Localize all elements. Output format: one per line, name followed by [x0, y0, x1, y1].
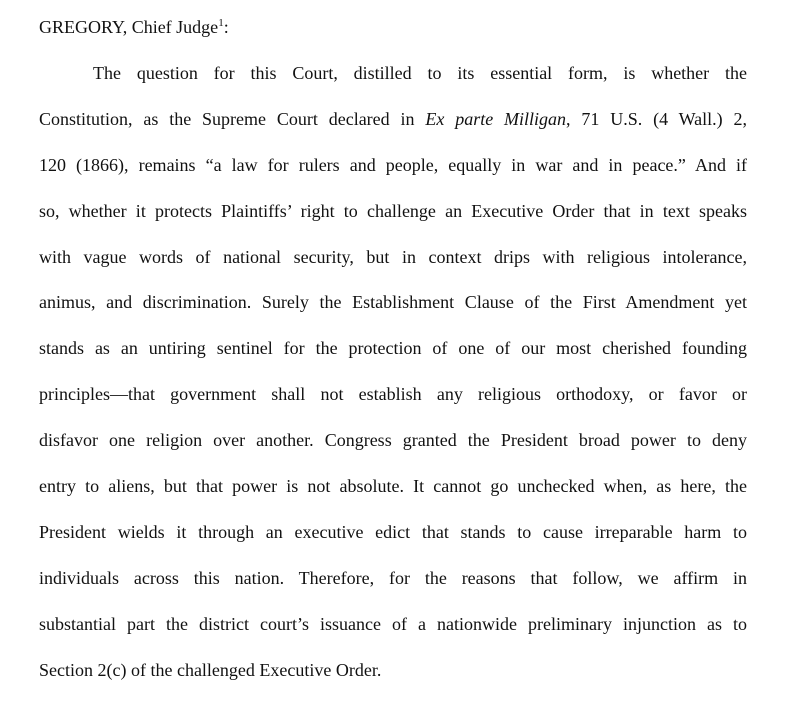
paragraph-line: The question for this Court, distilled to its essential form, is whether the — [93, 63, 747, 83]
paragraph-line: principles—that government shall not establish any religious orthodoxy, or favor or — [39, 384, 747, 405]
author-name: GREGORY, Chief Judge — [39, 17, 219, 37]
paragraph-line: so, whether it protects Plaintiffs’ right to challenge an Executive Order that in text speaks — [39, 200, 747, 221]
paragraph-line: with vague words of national security, but in context drips with religious intolerance, — [39, 246, 747, 267]
opinion-paragraph — [39, 58, 747, 700]
footnote-marker: 1 — [218, 17, 224, 29]
paragraph-line: substantial part the district court’s issuance of a nationwide preliminary injunction as to — [39, 613, 747, 634]
paragraph-line: Section 2(c) of the challenged Executive Order. — [39, 659, 382, 680]
paragraph-line: individuals across this nation. Therefore, for the reasons that follow, we affirm in — [39, 567, 747, 588]
paragraph-line: entry to aliens, but that power is not absolute. It cannot go unchecked when, as here, the — [39, 476, 747, 497]
paragraph-line — [39, 104, 747, 150]
paragraph-line: stands as an untiring sentinel for the protection of one of our most cherished founding — [39, 338, 747, 359]
paragraph-line: President wields it through an executive edict that stands to cause irreparable harm to — [39, 521, 747, 542]
heading-colon: : — [223, 17, 229, 37]
paragraph-line: animus, and discrimination. Surely the Establishment Clause of the First Amendment yet — [39, 292, 747, 313]
line-text: , 71 U.S. (4 Wall.) 2, — [566, 108, 747, 129]
opinion-author-heading — [39, 14, 229, 40]
paragraph-line: disfavor one religion over another. Congress granted the President broad power to deny — [39, 430, 747, 451]
case-citation-name: Ex parte Milligan — [425, 108, 567, 129]
paragraph-line: 120 (1866), remains “a law for rulers and people, equally in war and in peace.” And if — [39, 154, 747, 175]
line-text: Constitution, as the Supreme Court declared in — [39, 108, 426, 129]
